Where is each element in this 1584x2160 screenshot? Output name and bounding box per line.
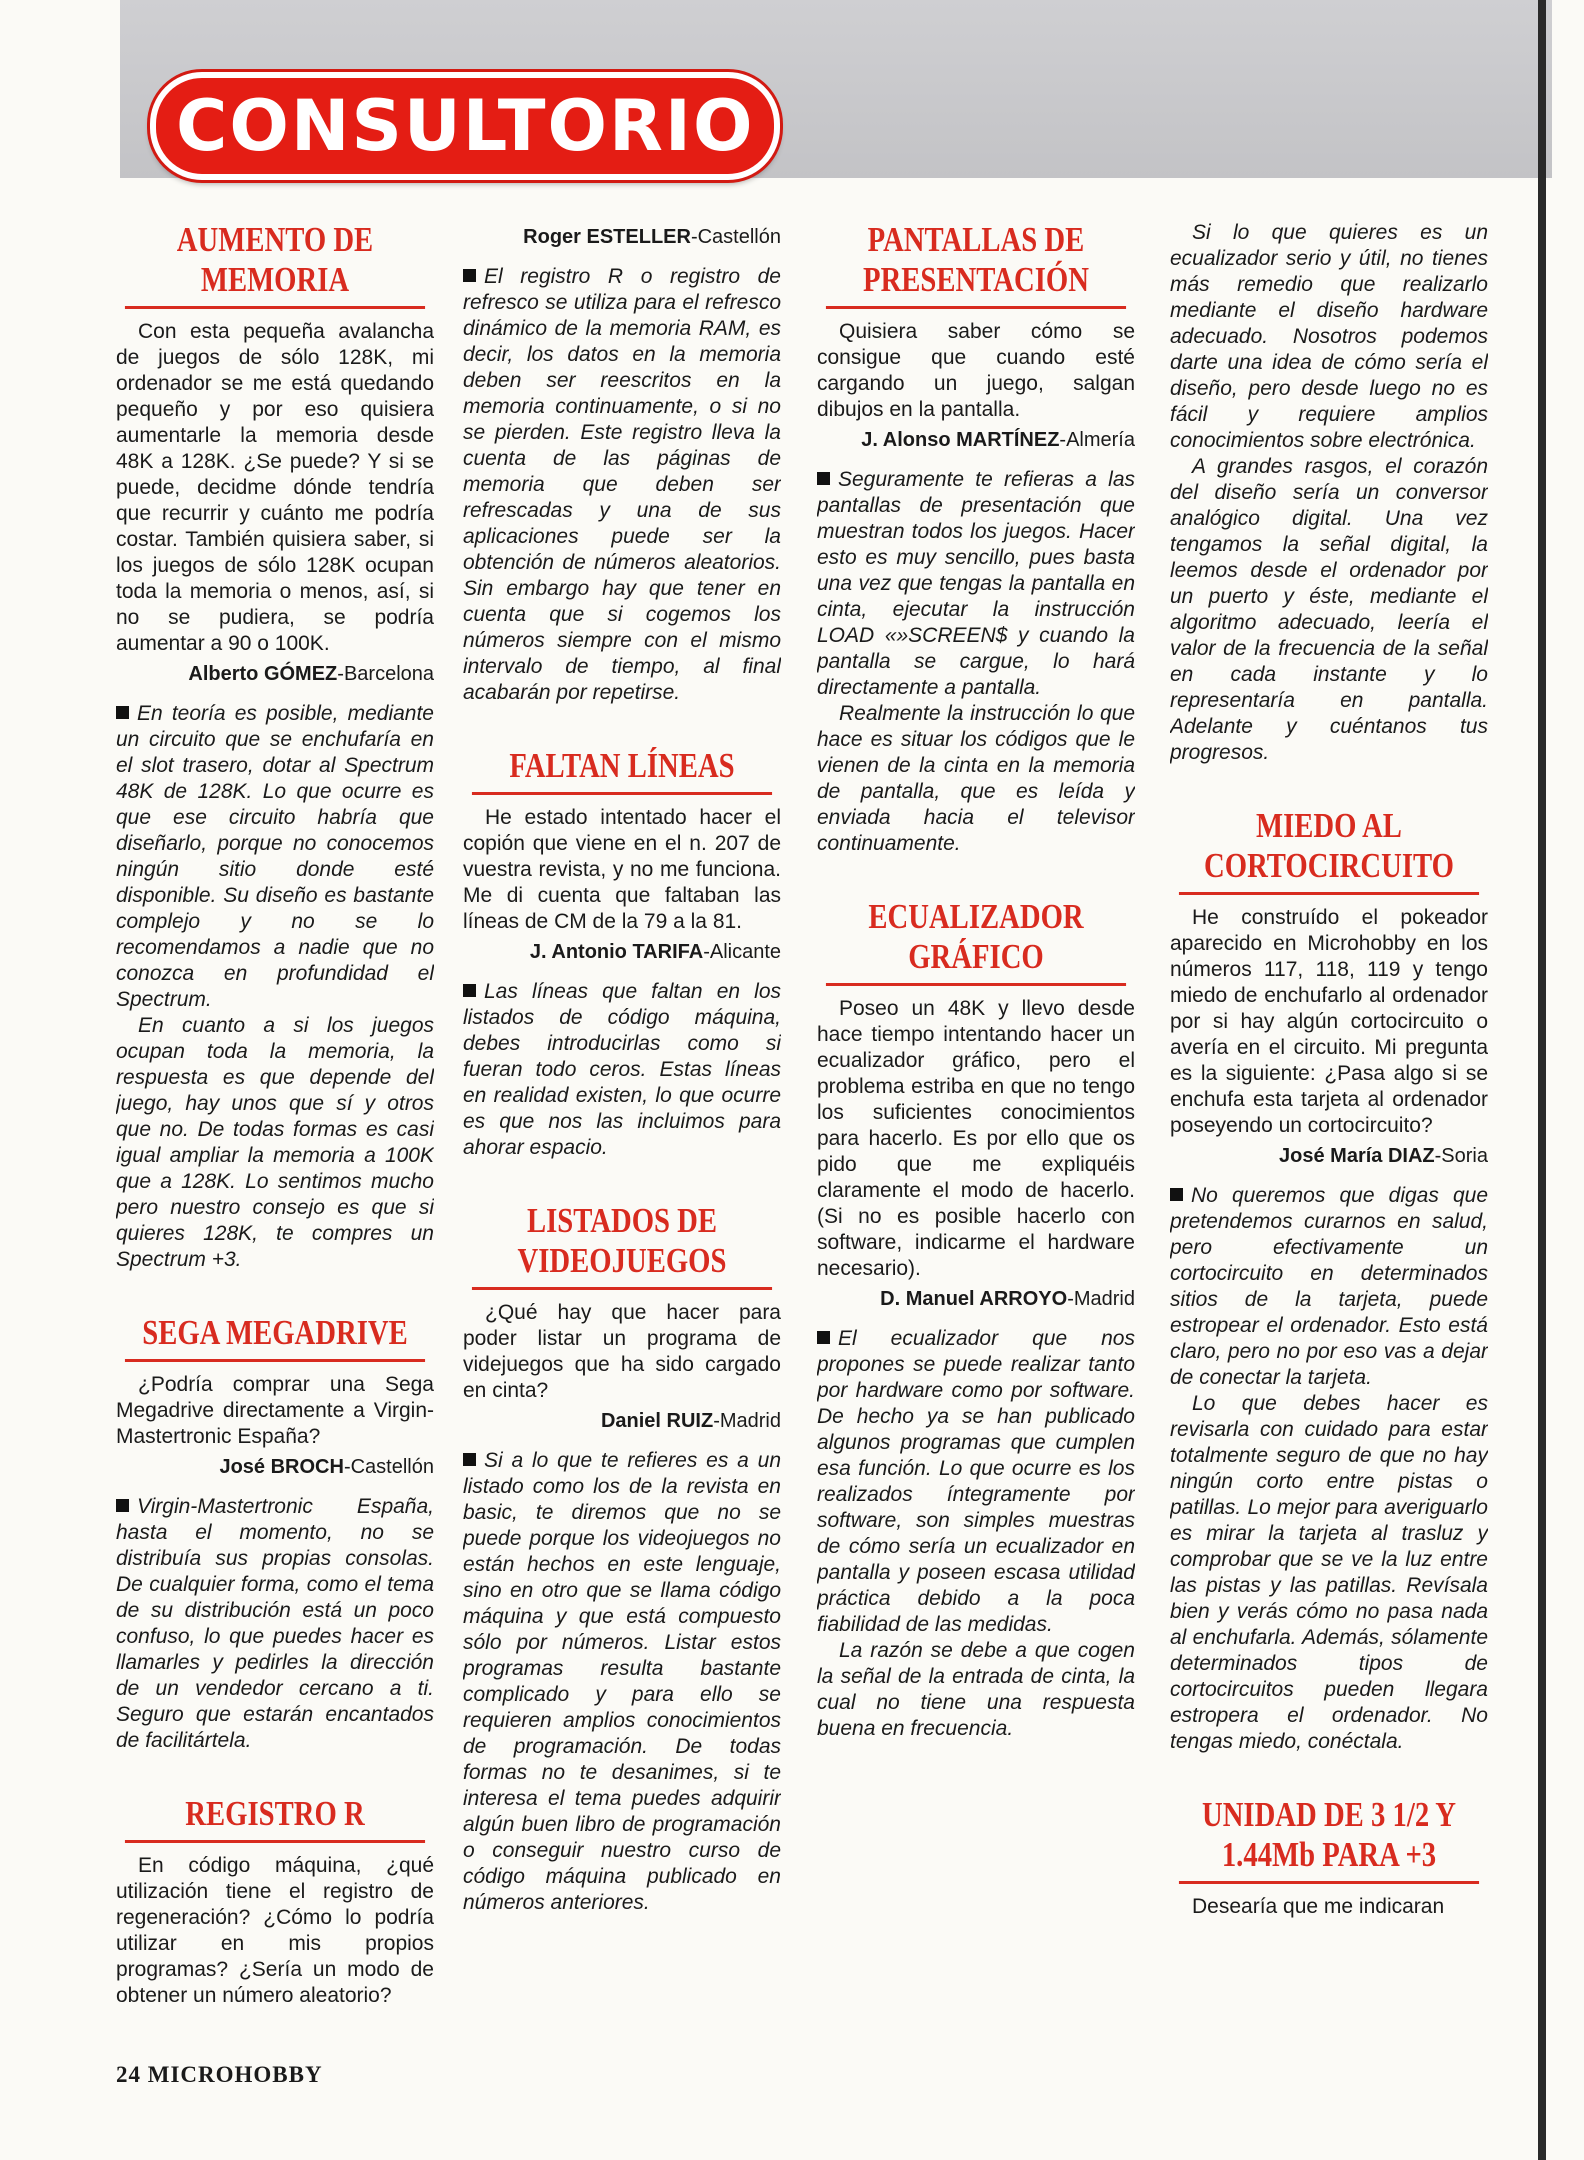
column-2 bbox=[463, 220, 781, 2030]
article-miedo-cortocircuito bbox=[1170, 806, 1488, 1755]
reader-name: José BROCH bbox=[219, 1456, 344, 1478]
answer-paragraph bbox=[817, 1326, 1135, 1638]
section-logo bbox=[150, 72, 780, 180]
answer-paragraph bbox=[463, 1448, 781, 1916]
reader-name: J. Alonso MARTÍNEZ bbox=[861, 429, 1060, 451]
answer-paragraph: Si lo que quieres es un ecualizador serio y útil, no tienes más remedio que realizarlo mediante el diseño hardware adecuado. Nosotros podemos darte una idea de cómo sería el diseño, pero desde luego no es fácil y requiere amplios conocimientos sobre electrónica. bbox=[1170, 221, 1488, 452]
answer-text: Las líneas que faltan en los listados de código máquina, debes introducirlas como si fueran todo ceros. Estas líneas en realidad existen, lo que ocurre es que nos las incluimos para ahorar espacio. bbox=[463, 980, 781, 1159]
article-heading: SEGA MEGADRIVE bbox=[125, 1313, 425, 1362]
answer-bullet-icon bbox=[463, 984, 476, 997]
article-pantallas-presentacion bbox=[817, 220, 1135, 857]
column-1 bbox=[116, 220, 434, 2030]
reader-city: -Barcelona bbox=[337, 663, 434, 685]
reader-city: -Madrid bbox=[1067, 1288, 1135, 1310]
article-listados-videojuegos bbox=[463, 1201, 781, 1916]
article-heading: UNIDAD DE 3 1/2 Y 1.44Mb PARA +3 bbox=[1179, 1795, 1479, 1884]
reader-city: -Soria bbox=[1434, 1145, 1488, 1167]
answer-bullet-icon bbox=[817, 1331, 830, 1344]
article-faltan-lineas bbox=[463, 746, 781, 1161]
reader-city: -Alicante bbox=[703, 941, 781, 963]
reader-question: En código máquina, ¿qué utilización tiene el registro de regeneración? ¿Cómo lo podría utilizar en mis propios programas? ¿Sería un modo de obtener un número aleatorio? bbox=[116, 1854, 434, 2007]
answer-text: El registro R o registro de refresco se utiliza para el refresco dinámico de la memoria RAM, es decir, los datos en la memoria deben ser reescritos en la memoria continuamente, o si no se pierden. Este registro lleva la cuenta de las páginas de memoria que deben ser refrescadas y una de sus aplicaciones puede ser la obtención de números aleatorios. Sin embargo hay que tener en cuenta que si cogemos los números siempre con el mismo intervalo de tiempo, al final acabarán por repetirse. bbox=[463, 265, 781, 704]
answer-paragraph bbox=[463, 979, 781, 1161]
answer-paragraph: A grandes rasgos, el corazón del diseño sería un conversor analógico digital. Una vez tengamos la señal digital, la leemos desde el ordenador por un puerto y éste, mediante el algoritmo adecuado, leería el valor de la frecuencia de la señal en cada instante y lo representaría en pantalla. Adelante y cuéntanos tus progresos. bbox=[1170, 455, 1488, 764]
answer-bullet-icon bbox=[116, 706, 129, 719]
article-sega-megadrive bbox=[116, 1313, 434, 1754]
reader-question: Quisiera saber cómo se consigue que cuando esté cargando un juego, salgan dibujos en la pantalla. bbox=[817, 320, 1135, 421]
reader-question: ¿Qué hay que hacer para poder listar un programa de videjuegos que ha sido cargado en cinta? bbox=[463, 1301, 781, 1402]
reader-signature bbox=[116, 659, 434, 689]
answer-paragraph bbox=[116, 701, 434, 1013]
reader-name: Alberto GÓMEZ bbox=[188, 663, 338, 685]
answer-bullet-icon bbox=[116, 1499, 129, 1512]
reader-question: He estado intentado hacer el copión que viene en el n. 207 de vuestra revista, y no me funciona. Me di cuenta que faltaban las líneas de CM de la 79 a la 81. bbox=[463, 806, 781, 933]
article-heading: ECUALIZADOR GRÁFICO bbox=[826, 897, 1126, 986]
reader-name: Roger ESTELLER bbox=[523, 226, 691, 248]
article-heading: PANTALLAS DE PRESENTACIÓN bbox=[826, 220, 1126, 309]
answer-text: Si a lo que te refieres es a un listado como los de la revista en basic, te diremos que no se puede porque los videojuegos no están hechos en este lenguaje, sino en otro que se llama código máquina y que está compuesto sólo por números. Listar estos programas resulta bastante complicado y para ello se requieren amplios conocimientos de programación. De todas formas no te desanimes, si te interesa el tema puedes adquirir algún buen libro de programación o conseguir nuestro curso de código máquina publicado en números anteriores. bbox=[463, 1449, 781, 1914]
section-title: CONSULTORIO bbox=[176, 85, 755, 167]
article-heading: AUMENTO DE MEMORIA bbox=[125, 220, 425, 309]
article-registro-r bbox=[116, 1794, 434, 2009]
reader-name: Daniel RUIZ bbox=[600, 1410, 714, 1432]
article-heading: MIEDO AL CORTOCIRCUITO bbox=[1179, 806, 1479, 895]
reader-question: Con esta pequeña avalancha de juegos de sólo 128K, mi ordenador se me está quedando pequeño y por eso quisiera aumentarle la memoria desde 48K a 128K. ¿Se puede? Y si se puede, decidme dónde tendría que recurrir y cuánto me podría costar. También quisiera saber, si los juegos de sólo 128K ocupan toda la memoria o menos, así, si no se pudiera, se podría aumentar a 90 o 100K. bbox=[116, 320, 434, 655]
reader-signature bbox=[817, 425, 1135, 455]
article-unidad-disco bbox=[1170, 1795, 1488, 1920]
column-3 bbox=[817, 220, 1135, 2030]
reader-signature bbox=[1170, 1141, 1488, 1171]
page-edge-bar bbox=[1538, 0, 1546, 2160]
reader-city: -Castellón bbox=[343, 1456, 434, 1478]
article-ecualizador-continued bbox=[1170, 220, 1488, 766]
answer-text: Virgin-Mastertronic España, hasta el momento, no se distribuía sus propias consolas. De cualquier forma, como el tema de su distribución está un poco confuso, lo que puedes hacer es llamarles y pedirles la dirección de un vendedor cercano a ti. Seguro que estarán encantados de facilitártela. bbox=[116, 1495, 434, 1752]
page-footer: 24 MICROHOBBY bbox=[116, 2062, 323, 2087]
reader-question: Poseo un 48K y llevo desde hace tiempo intentando hacer un ecualizador gráfico, pero el problema estriba en que no tengo los suficientes conocimientos para hacerlo. Es por ello que os pido que me expliquéis claramente el modo de hacerlo. (Si no es posible hacerlo con software, indicarme el hardware necesario). bbox=[817, 997, 1135, 1280]
reader-city: -Castellón bbox=[690, 226, 781, 248]
article-registro-r-answer bbox=[463, 222, 781, 706]
reader-name: J. Antonio TARIFA bbox=[529, 941, 704, 963]
answer-bullet-icon bbox=[817, 472, 830, 485]
answer-text: No queremos que digas que pretendemos curarnos en salud, pero efectivamente un cortocircuito en determinados sitios de la tarjeta, puede estropear el ordenador. Esto está claro, pero no por eso vas a dejar de conectar la tarjeta. bbox=[1170, 1184, 1488, 1389]
reader-name: José María DIAZ bbox=[1279, 1145, 1435, 1167]
answer-text: El ecualizador que nos propones se puede realizar tanto por hardware como por software. De hecho ya se han publicado algunos programas que cumplen esa función. Lo que ocurre es los realizados íntegramente por software, son simples muestras de cómo sería un ecualizador en pantalla y poseen escasa utilidad práctica debido a la poca fiabilidad de las medidas. bbox=[817, 1327, 1135, 1636]
reader-name: D. Manuel ARROYO bbox=[880, 1288, 1068, 1310]
answer-paragraph bbox=[1170, 1183, 1488, 1391]
reader-city: -Madrid bbox=[713, 1410, 781, 1432]
article-aumento-memoria bbox=[116, 220, 434, 1273]
reader-question: ¿Podría comprar una Sega Megadrive directamente a Virgin-Mastertronic España? bbox=[116, 1373, 434, 1448]
answer-paragraph: En cuanto a si los juegos ocupan toda la memoria, la respuesta es que depende del juego, hay unos que sí y otros que no. De todas formas es casi igual ampliar la memoria a 100K que a 128K. Lo sentimos mucho pero nuestro consejo es que si quieres 128K, te compres un Spectrum +3. bbox=[116, 1014, 434, 1271]
column-4 bbox=[1170, 220, 1488, 2030]
answer-paragraph bbox=[817, 467, 1135, 701]
answer-bullet-icon bbox=[1170, 1188, 1183, 1201]
reader-signature bbox=[463, 222, 781, 252]
reader-signature bbox=[463, 1406, 781, 1436]
article-heading: REGISTRO R bbox=[125, 1794, 425, 1843]
reader-question: Desearía que me indicaran bbox=[1192, 1895, 1445, 1918]
answer-text: En teoría es posible, mediante un circuito que se enchufaría en el slot trasero, dotar al Spectrum 48K de 128K. Lo que ocurre es que ese circuito habría que diseñarlo, porque no conocemos ningún sitio donde esté disponible. Su diseño es bastante complejo y no se lo recomendamos a nadie que no conozca en profundidad el Spectrum. bbox=[116, 702, 434, 1011]
answer-paragraph bbox=[463, 264, 781, 706]
reader-signature bbox=[463, 937, 781, 967]
article-heading: LISTADOS DE VIDEOJUEGOS bbox=[472, 1201, 772, 1290]
reader-signature bbox=[817, 1284, 1135, 1314]
answer-bullet-icon bbox=[463, 1453, 476, 1466]
answer-paragraph: Realmente la instrucción lo que hace es situar los códigos que le vienen de la cinta en la memoria de pantalla, que es leída y enviada hacia el televisor continuamente. bbox=[817, 702, 1135, 855]
article-ecualizador-grafico bbox=[817, 897, 1135, 1742]
answer-bullet-icon bbox=[463, 269, 476, 282]
answer-paragraph bbox=[116, 1494, 434, 1754]
answer-paragraph: La razón se debe a que cogen la señal de la entrada de cinta, la cual no tiene una respuesta buena en frecuencia. bbox=[817, 1639, 1135, 1740]
answer-paragraph: Lo que debes hacer es revisarla con cuidado para estar totalmente seguro de que no hay ningún corto entre pistas o patillas. Lo mejor para averiguarlo es mirar la tarjeta al trasluz y comprobar que se ve la luz entre las pistas y las patillas. Revísala bien y verás cómo no pasa nada al enchufarla. Además, sólamente determinados tipos de cortocircuitos pueden llegara estropera el ordenador. No tengas miedo, conéctala. bbox=[1170, 1392, 1488, 1753]
reader-city: -Almería bbox=[1059, 429, 1135, 451]
answer-text: Seguramente te refieras a las pantallas de presentación que muestran todos los juegos. Hacer esto es muy sencillo, pues basta una vez que tengas la pantalla en cinta, ejecutar la instrucción LOAD «»SCREEN$ y cuando la pantalla se cargue, lo hará directamente a pantalla. bbox=[817, 468, 1135, 699]
reader-signature bbox=[116, 1452, 434, 1482]
article-heading: FALTAN LÍNEAS bbox=[472, 746, 772, 795]
reader-question: He construído el pokeador aparecido en Microhobby en los números 117, 118, 119 y tengo miedo de enchufarlo al ordenador por si hay algún cortocircuito o avería en el circuito. Mi pregunta es la siguiente: ¿Pasa algo si se enchufa esta tarjeta al ordenador poseyendo un cortocircuito? bbox=[1170, 906, 1488, 1137]
